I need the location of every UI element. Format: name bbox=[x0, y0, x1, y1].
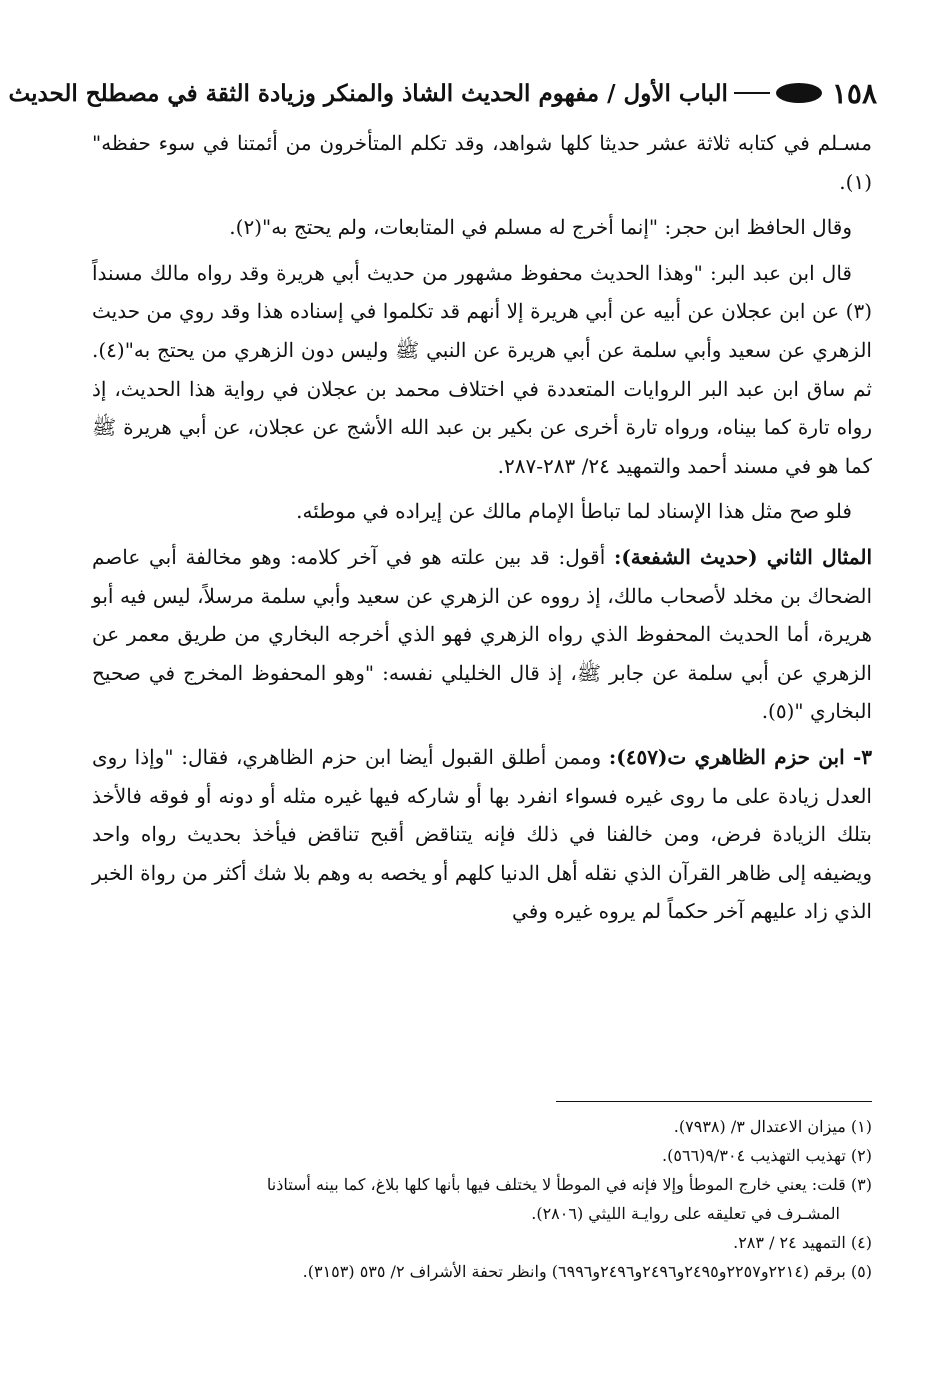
paragraph-5-text: أقول: قد بين علته هو في آخر كلامه: وهو مخالفة أبي عاصم الضحاك بن مخلد لأصحاب مالك، إذ رووه عن الزهري عن سعيد وأبي سلمة مرسلاً، ليس فيه أبو هريرة، أما الحديث المحفوظ الذي رواه الزهري فهو الذي أخرجه البخاري من طريق معمر عن الزهري عن أبي سلمة عن جابر ﷺ، إذ قال الخليلي نفسه: "وهو المحفوظ المخرج في صحيح البخاري "(٥). bbox=[92, 544, 872, 724]
header-ornament bbox=[776, 83, 822, 103]
footnote-2: (٢) تهذيب التهذيب ٩/٣٠٤(٥٦٦). bbox=[662, 1146, 872, 1165]
paragraph-1: مسـلم في كتابه ثلاثة عشر حديثا كلها شواهد، وقد تكلم المتأخرون من أئمتنا في سوء حفظه"(١). bbox=[92, 131, 872, 194]
chapter-title: الباب الأول / مفهوم الحديث الشاذ والمنكر وزيادة الثقة في مصطلح الحديث bbox=[8, 79, 728, 107]
footnotes bbox=[92, 1112, 872, 1286]
main-text bbox=[92, 124, 872, 931]
paragraph-3: قال ابن عبد البر: "وهذا الحديث محفوظ مشهور من حديث أبي هريرة وقد رواه مالك مسنداً (٣) عن ابن عجلان عن أبيه عن أبي هريرة إلا أنهم قد تكلموا في إسناده هذا وقد روي من حديث الزهري عن سعيد وأبي سلمة عن أبي هريرة عن النبي ﷺ وليس دون الزهري من يحتج به"(٤). ثم ساق ابن عبد البر الروايات المتعددة في اختلاف محمد بن عجلان في رواية هذا الحديث، إذ رواه تارة كما بيناه، ورواه تارة أخرى عن بكير بن عبد الله الأشج عن عجلان، عن أبي هريرة ﷺ كما هو في مسند أحمد والتمهيد ٢٤/ ٢٨٣-٢٨٧. bbox=[92, 260, 872, 478]
footnote-4: (٤) التمهيد ٢٤ / ٢٨٣. bbox=[733, 1233, 872, 1252]
header-short-rule bbox=[734, 92, 770, 94]
footnote-divider bbox=[556, 1101, 872, 1102]
footnote-1: (١) ميزان الاعتدال ٣/ (٧٩٣٨). bbox=[673, 1117, 872, 1136]
footnote-3-continued: المشـرف في تعليقه على روايـة الليثي (٢٨٠٦). bbox=[531, 1204, 840, 1223]
paragraph-4: فلو صح مثل هذا الإسناد لما تباطأ الإمام مالك عن إيراده في موطئه. bbox=[296, 499, 852, 524]
running-header bbox=[8, 70, 877, 116]
paragraph-6-text: وممن أطلق القبول أيضا ابن حزم الظاهري، فقال: "وإذا روى العدل زيادة على ما روى غيره فسواء انفرد بها أو شاركه فيها غيره مثله أو دونه أو فوقه فالأخذ بتلك الزيادة فرض، ومن خالفنا في ذلك فإنه يتناقض أقبح تناقض فيأخذ بحديث رواه واحد ويضيفه إلى ظاهر القرآن الذي نقله أهل الدنيا كلهم أو يخصه به وهم بلا شك أكثر من رواة الخبر الذي زاد عليهم آخر حكماً لم يروه غيره وفي bbox=[92, 744, 872, 924]
paragraph-5 bbox=[92, 538, 872, 731]
footnote-5: (٥) برقم (٢٢١٤و٢٢٥٧و٢٤٩٥و٢٤٩٦و٢٤٩٦و٦٩٩٦) وانظر تحفة الأشراف ٢/ ٥٣٥ (٣١٥٣). bbox=[302, 1262, 872, 1281]
paragraph-2: وقال الحافظ ابن حجر: "إنما أخرج له مسلم في المتابعات، ولم يحتج به"(٢). bbox=[229, 215, 852, 240]
section-heading: ٣- ابن حزم الظاهري ت(٤٥٧): bbox=[608, 744, 872, 769]
example-heading: المثال الثاني (حديث الشفعة): bbox=[613, 544, 873, 569]
page-number: ١٥٨ bbox=[831, 76, 877, 110]
footnote-3: (٣) قلت: يعني خارج الموطأ وإلا فإنه في الموطأ لا يختلف فيها بأنها كلها بلاغ، كما بينه أستاذنا bbox=[266, 1175, 872, 1194]
paragraph-6 bbox=[92, 738, 872, 931]
